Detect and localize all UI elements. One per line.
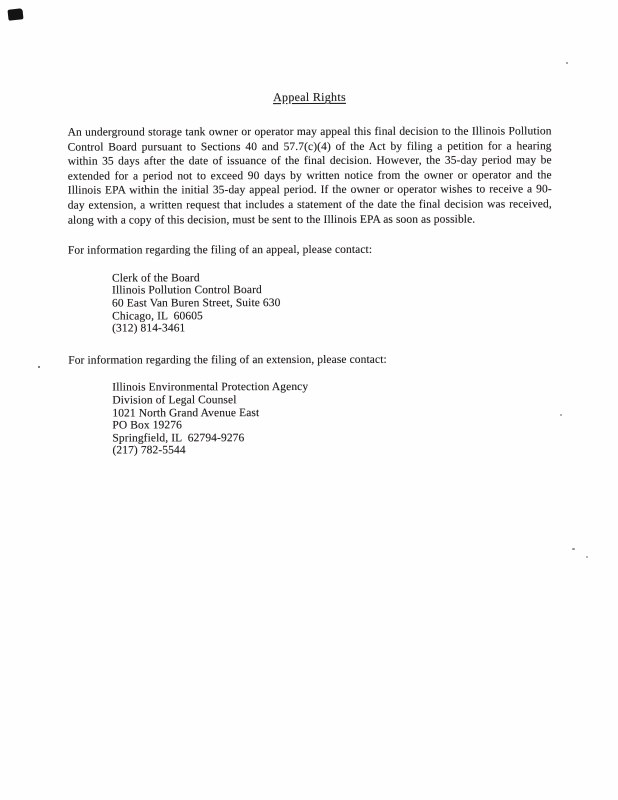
scan-artifact bbox=[572, 548, 575, 550]
scan-artifact bbox=[38, 366, 40, 368]
scan-artifact bbox=[586, 556, 588, 558]
page-title: Appeal Rights bbox=[273, 89, 346, 105]
document-content bbox=[67, 89, 552, 475]
contact-line-street: 60 East Van Buren Street, Suite 630 bbox=[112, 297, 281, 310]
extension-contact-block bbox=[112, 381, 552, 458]
scan-artifact bbox=[7, 8, 23, 21]
contact-line-division: Division of Legal Counsel bbox=[112, 394, 237, 407]
contact-line-street: 1021 North Grand Avenue East bbox=[112, 406, 260, 420]
contact-line-pobox: PO Box 19276 bbox=[112, 419, 182, 432]
appeal-rights-paragraph: An underground storage tank owner or operator may appeal this final decision to the Illinois Pollution Control Board pursuant to Sections 40 and 57.7(c)(4) of the Act by filing a petition for a hearing within 35 days after the date of issuance of the final decision. However, the 35-day period may be extended for a period not to exceed 90 days by written notice from the owner or operator and the Illinois EPA within the initial 35-day appeal period. If the owner or operator wishes to receive a 90-day extension, a written request that includes a statement of the date the final decision was received, along with a copy of this decision, must be sent to the Illinois EPA as soon as possible. bbox=[67, 125, 552, 227]
contact-line-city: Chicago, IL 60605 bbox=[112, 309, 203, 323]
contact-line-phone: (217) 782-5544 bbox=[112, 444, 186, 457]
contact-line-agency: Illinois Environmental Protection Agency bbox=[112, 381, 309, 394]
contact-line-org: Illinois Pollution Control Board bbox=[112, 284, 262, 297]
extension-contact-intro: For information regarding the filing of an extension, please contact: bbox=[68, 353, 387, 367]
contact-line-name: Clerk of the Board bbox=[111, 272, 200, 285]
contact-line-phone: (312) 814-3461 bbox=[112, 322, 186, 335]
contact-line-city: Springfield, IL 62794-9276 bbox=[112, 431, 245, 445]
appeal-contact-intro: For information regarding the filing of an appeal, please contact: bbox=[67, 243, 373, 257]
appeal-contact-block bbox=[112, 271, 552, 335]
scan-artifact bbox=[560, 414, 562, 416]
scan-artifact bbox=[566, 62, 568, 64]
